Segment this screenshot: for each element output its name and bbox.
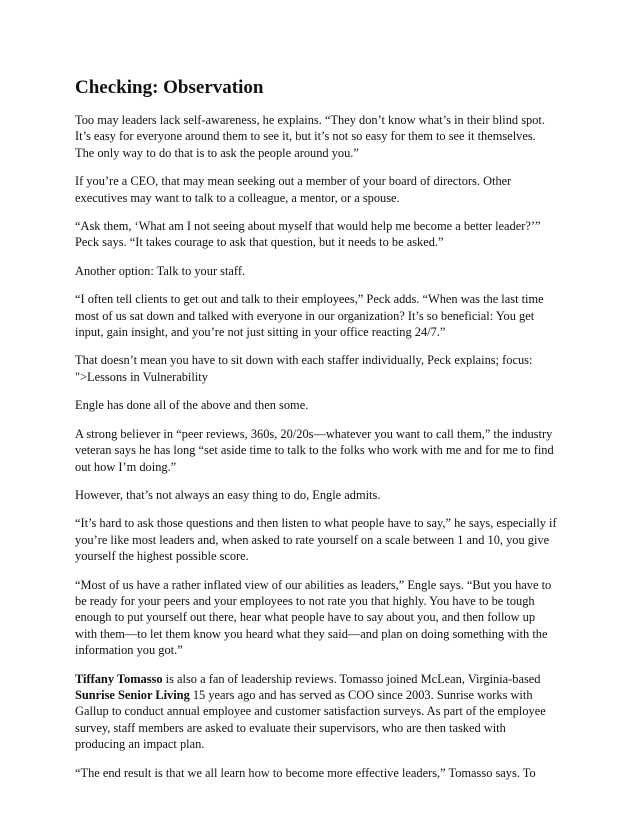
paragraph-line: If you’re a CEO, that may mean seeking out a member of your board of directors. Other: [75, 174, 512, 189]
paragraph-line: yourself the highest possible score.: [75, 549, 249, 564]
article-heading: Checking: Observation: [75, 77, 264, 98]
paragraph-line: Tiffany Tomasso is also a fan of leadership reviews. Tomasso joined McLean, Virginia-based: [75, 671, 541, 686]
paragraph-line: That doesn’t mean you have to sit down with each staffer individually, Peck explains; focus:: [75, 353, 533, 368]
paragraph: [75, 397, 571, 413]
article-body: [75, 76, 571, 793]
paragraph-line: “The end result is that we all learn how to become more effective leaders,” Tomasso says. To: [75, 765, 536, 780]
paragraph: [75, 218, 571, 251]
paragraph-line: Gallup to conduct annual employee and customer satisfaction surveys. As part of the employee: [75, 704, 546, 719]
paragraph-line: It’s easy for everyone around them to see it, but it’s not so easy for them to see it themselves.: [75, 129, 536, 144]
paragraph-line: “Ask them, ‘What am I not seeing about myself that would help me become a better leader?’”: [75, 219, 541, 234]
paragraph: [75, 263, 571, 279]
paragraph-tomasso: [75, 671, 571, 753]
paragraph-line: Too may leaders lack self-awareness, he explains. “They don’t know what’s in their blind spot.: [75, 113, 545, 127]
paragraph: [75, 577, 571, 659]
paragraph-line: enough to put yourself out there, hear what people have to say about you, and then follow up: [75, 610, 536, 625]
paragraph: [75, 426, 571, 475]
paragraph: [75, 352, 571, 385]
paragraph-line: Peck says. “It takes courage to ask that question, but it needs to be asked.”: [75, 235, 444, 250]
paragraph-line: Another option: Talk to your staff.: [75, 263, 246, 278]
paragraph-line: most of us sat down and talked with everyone in our organization? It’s so beneficial: You get: [75, 308, 535, 323]
paragraph-line: A strong believer in “peer reviews, 360s, 20/20s—whatever you want to call them,” the industry: [75, 426, 553, 441]
paragraph-line: information you got.”: [75, 643, 183, 658]
paragraph-line: you’re like most leaders and, when asked to rate yourself on a scale between 1 and 10, you give: [75, 532, 550, 547]
paragraph-line: Sunrise Senior Living 15 years ago and has served as COO since 2003. Sunrise works with: [75, 687, 533, 702]
paragraph-line: “I often tell clients to get out and talk to their employees,” Peck adds. “When was the last time: [75, 292, 544, 307]
paragraph: [75, 291, 571, 340]
person-name: Tiffany Tomasso: [75, 671, 163, 686]
paragraph: [75, 487, 571, 503]
paragraph-line: be ready for your peers and your employees to not rate you that highly. You have to be tough: [75, 593, 535, 608]
paragraph-line: with them—to let them know you heard what they said—and plan on doing something with the: [75, 626, 548, 641]
paragraph-list: [75, 112, 571, 659]
paragraph-line: “Most of us have a rather inflated view of our abilities as leaders,” Engle says. “But you have to: [75, 577, 552, 592]
paragraph: [75, 515, 571, 564]
paragraph-line: ">Lessons in Vulnerability: [75, 369, 208, 384]
paragraph: [75, 173, 571, 206]
company-name: Sunrise Senior Living: [75, 687, 190, 702]
paragraph: [75, 112, 571, 161]
paragraph-line: producing an impact plan.: [75, 737, 205, 752]
paragraph-line: “It’s hard to ask those questions and then listen to what people have to say,” he says, especially if: [75, 516, 557, 531]
paragraph-line: survey, staff members are asked to evaluate their supervisors, who are then tasked with: [75, 720, 506, 735]
paragraph-line: veteran says he has long “set aside time to talk to the folks who work with me and for me to find: [75, 443, 554, 458]
paragraph-line: out how I’m doing.”: [75, 459, 177, 474]
paragraph-line: The only way to do that is to ask the people around you.”: [75, 145, 359, 160]
paragraph-line: However, that’s not always an easy thing to do, Engle admits.: [75, 487, 381, 502]
paragraph-line: input, gain insight, and you’re not just sitting in your office reacting 24/7.”: [75, 325, 446, 340]
paragraph-line: Engle has done all of the above and then some.: [75, 398, 309, 413]
paragraph-final: [75, 765, 571, 781]
paragraph-line: executives may want to talk to a colleague, a mentor, or a spouse.: [75, 190, 400, 205]
